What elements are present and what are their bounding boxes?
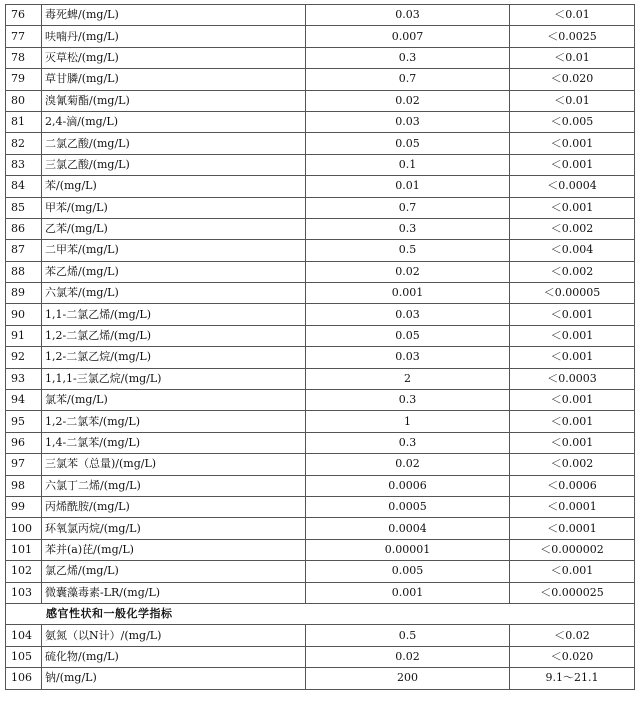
detected-value: ＜0.001 (510, 347, 635, 368)
limit-value: 0.7 (306, 197, 510, 218)
indicator-name: 六氯丁二烯/(mg/L) (42, 475, 306, 496)
detected-value: ＜0.002 (510, 454, 635, 475)
row-number: 103 (6, 582, 42, 603)
row-number: 98 (6, 475, 42, 496)
limit-value: 0.001 (306, 283, 510, 304)
table-row (6, 90, 635, 111)
detected-value: ＜0.001 (510, 390, 635, 411)
detected-value: ＜0.0001 (510, 518, 635, 539)
row-number: 106 (6, 668, 42, 689)
row-number: 78 (6, 47, 42, 68)
row-number: 100 (6, 518, 42, 539)
table-row (6, 368, 635, 389)
row-number: 95 (6, 411, 42, 432)
indicator-name: 1,4-二氯苯/(mg/L) (42, 432, 306, 453)
table-row (6, 47, 635, 68)
detected-value: ＜0.01 (510, 5, 635, 26)
indicator-name: 1,2-二氯乙烷/(mg/L) (42, 347, 306, 368)
detected-value: ＜0.0004 (510, 176, 635, 197)
row-number: 80 (6, 90, 42, 111)
table-row (6, 5, 635, 26)
indicator-name: 溴氰菊酯/(mg/L) (42, 90, 306, 111)
table-row (6, 69, 635, 90)
row-number: 91 (6, 325, 42, 346)
limit-value: 0.3 (306, 218, 510, 239)
row-number: 89 (6, 283, 42, 304)
table-row (6, 475, 635, 496)
detected-value: ＜0.020 (510, 69, 635, 90)
detected-value: ＜0.001 (510, 133, 635, 154)
row-number: 84 (6, 176, 42, 197)
row-number: 85 (6, 197, 42, 218)
limit-value: 0.3 (306, 432, 510, 453)
table-row (6, 240, 635, 261)
indicator-name: 硫化物/(mg/L) (42, 646, 306, 667)
indicator-name: 氯乙烯/(mg/L) (42, 561, 306, 582)
table-row (6, 26, 635, 47)
indicator-name: 1,1-二氯乙烯/(mg/L) (42, 304, 306, 325)
limit-value: 0.7 (306, 69, 510, 90)
row-number: 93 (6, 368, 42, 389)
limit-value: 1 (306, 411, 510, 432)
indicator-name: 氨氮（以N计）/(mg/L) (42, 625, 306, 646)
row-number: 97 (6, 454, 42, 475)
detected-value: ＜0.001 (510, 154, 635, 175)
detected-value: ＜0.001 (510, 411, 635, 432)
detected-value: ＜0.02 (510, 625, 635, 646)
row-number: 86 (6, 218, 42, 239)
indicator-name: 1,2-二氯乙烯/(mg/L) (42, 325, 306, 346)
row-number: 77 (6, 26, 42, 47)
table-row (6, 539, 635, 560)
detected-value: ＜0.004 (510, 240, 635, 261)
limit-value: 0.007 (306, 26, 510, 47)
detected-value: ＜0.01 (510, 47, 635, 68)
detected-value: 9.1～21.1 (510, 668, 635, 689)
detected-value: ＜0.001 (510, 561, 635, 582)
indicator-name: 氯苯/(mg/L) (42, 390, 306, 411)
table-row (6, 646, 635, 667)
section-title: 感官性状和一般化学指标 (6, 603, 635, 624)
indicator-name: 甲苯/(mg/L) (42, 197, 306, 218)
table-row (6, 304, 635, 325)
limit-value: 2 (306, 368, 510, 389)
limit-value: 0.5 (306, 625, 510, 646)
indicator-name: 二甲苯/(mg/L) (42, 240, 306, 261)
limit-value: 0.05 (306, 133, 510, 154)
indicator-name: 苯乙烯/(mg/L) (42, 261, 306, 282)
limit-value: 0.001 (306, 582, 510, 603)
detected-value: ＜0.001 (510, 304, 635, 325)
row-number: 81 (6, 111, 42, 132)
indicator-name: 乙苯/(mg/L) (42, 218, 306, 239)
table-row (6, 325, 635, 346)
limit-value: 0.02 (306, 261, 510, 282)
detected-value: ＜0.000002 (510, 539, 635, 560)
table-row (6, 218, 635, 239)
table-body-a (6, 5, 635, 690)
indicator-name: 1,1,1-三氯乙烷/(mg/L) (42, 368, 306, 389)
indicator-name: 2,4-滴/(mg/L) (42, 111, 306, 132)
row-number: 92 (6, 347, 42, 368)
table-row (6, 197, 635, 218)
row-number: 105 (6, 646, 42, 667)
detected-value: ＜0.00005 (510, 283, 635, 304)
limit-value: 0.00001 (306, 539, 510, 560)
table-row (6, 625, 635, 646)
table-row (6, 496, 635, 517)
indicator-name: 呋喃丹/(mg/L) (42, 26, 306, 47)
row-number: 79 (6, 69, 42, 90)
limit-value: 0.0006 (306, 475, 510, 496)
indicator-name: 二氯乙酸/(mg/L) (42, 133, 306, 154)
water-quality-table (5, 4, 635, 690)
row-number: 102 (6, 561, 42, 582)
row-number: 96 (6, 432, 42, 453)
limit-value: 0.02 (306, 90, 510, 111)
row-number: 87 (6, 240, 42, 261)
row-number: 82 (6, 133, 42, 154)
limit-value: 0.3 (306, 390, 510, 411)
indicator-name: 草甘膦/(mg/L) (42, 69, 306, 90)
limit-value: 0.0005 (306, 496, 510, 517)
detected-value: ＜0.0006 (510, 475, 635, 496)
indicator-name: 三氯乙酸/(mg/L) (42, 154, 306, 175)
indicator-name: 苯/(mg/L) (42, 176, 306, 197)
row-number: 76 (6, 5, 42, 26)
row-number: 99 (6, 496, 42, 517)
table-row (6, 582, 635, 603)
limit-value: 0.03 (306, 347, 510, 368)
indicator-name: 环氧氯丙烷/(mg/L) (42, 518, 306, 539)
section-header-row (6, 603, 635, 624)
limit-value: 200 (306, 668, 510, 689)
detected-value: ＜0.0003 (510, 368, 635, 389)
table-row (6, 283, 635, 304)
row-number: 83 (6, 154, 42, 175)
limit-value: 0.03 (306, 304, 510, 325)
detected-value: ＜0.005 (510, 111, 635, 132)
table-row (6, 111, 635, 132)
detected-value: ＜0.001 (510, 325, 635, 346)
detected-value: ＜0.002 (510, 218, 635, 239)
indicator-name: 丙烯酰胺/(mg/L) (42, 496, 306, 517)
detected-value: ＜0.002 (510, 261, 635, 282)
table-row (6, 668, 635, 689)
row-number: 101 (6, 539, 42, 560)
detected-value: ＜0.020 (510, 646, 635, 667)
indicator-name: 毒死蜱/(mg/L) (42, 5, 306, 26)
limit-value: 0.0004 (306, 518, 510, 539)
indicator-name: 钠/(mg/L) (42, 668, 306, 689)
table-row (6, 432, 635, 453)
table-row (6, 154, 635, 175)
indicator-name: 三氯苯（总量)/(mg/L) (42, 454, 306, 475)
detected-value: ＜0.0025 (510, 26, 635, 47)
row-number: 90 (6, 304, 42, 325)
indicator-name: 六氯苯/(mg/L) (42, 283, 306, 304)
table-row (6, 261, 635, 282)
table-row (6, 347, 635, 368)
limit-value: 0.3 (306, 47, 510, 68)
limit-value: 0.05 (306, 325, 510, 346)
row-number: 88 (6, 261, 42, 282)
limit-value: 0.005 (306, 561, 510, 582)
limit-value: 0.01 (306, 176, 510, 197)
table-row (6, 411, 635, 432)
table-row (6, 390, 635, 411)
detected-value: ＜0.000025 (510, 582, 635, 603)
detected-value: ＜0.01 (510, 90, 635, 111)
limit-value: 0.03 (306, 111, 510, 132)
detected-value: ＜0.001 (510, 432, 635, 453)
limit-value: 0.02 (306, 454, 510, 475)
table-row (6, 176, 635, 197)
table-row (6, 133, 635, 154)
indicator-name: 苯并(a)芘/(mg/L) (42, 539, 306, 560)
table-row (6, 454, 635, 475)
table-row (6, 518, 635, 539)
row-number: 94 (6, 390, 42, 411)
limit-value: 0.1 (306, 154, 510, 175)
table-row (6, 561, 635, 582)
indicator-name: 灭草松/(mg/L) (42, 47, 306, 68)
limit-value: 0.5 (306, 240, 510, 261)
row-number: 104 (6, 625, 42, 646)
detected-value: ＜0.0001 (510, 496, 635, 517)
indicator-name: 微囊藻毒素-LR/(mg/L) (42, 582, 306, 603)
detected-value: ＜0.001 (510, 197, 635, 218)
limit-value: 0.02 (306, 646, 510, 667)
limit-value: 0.03 (306, 5, 510, 26)
indicator-name: 1,2-二氯苯/(mg/L) (42, 411, 306, 432)
